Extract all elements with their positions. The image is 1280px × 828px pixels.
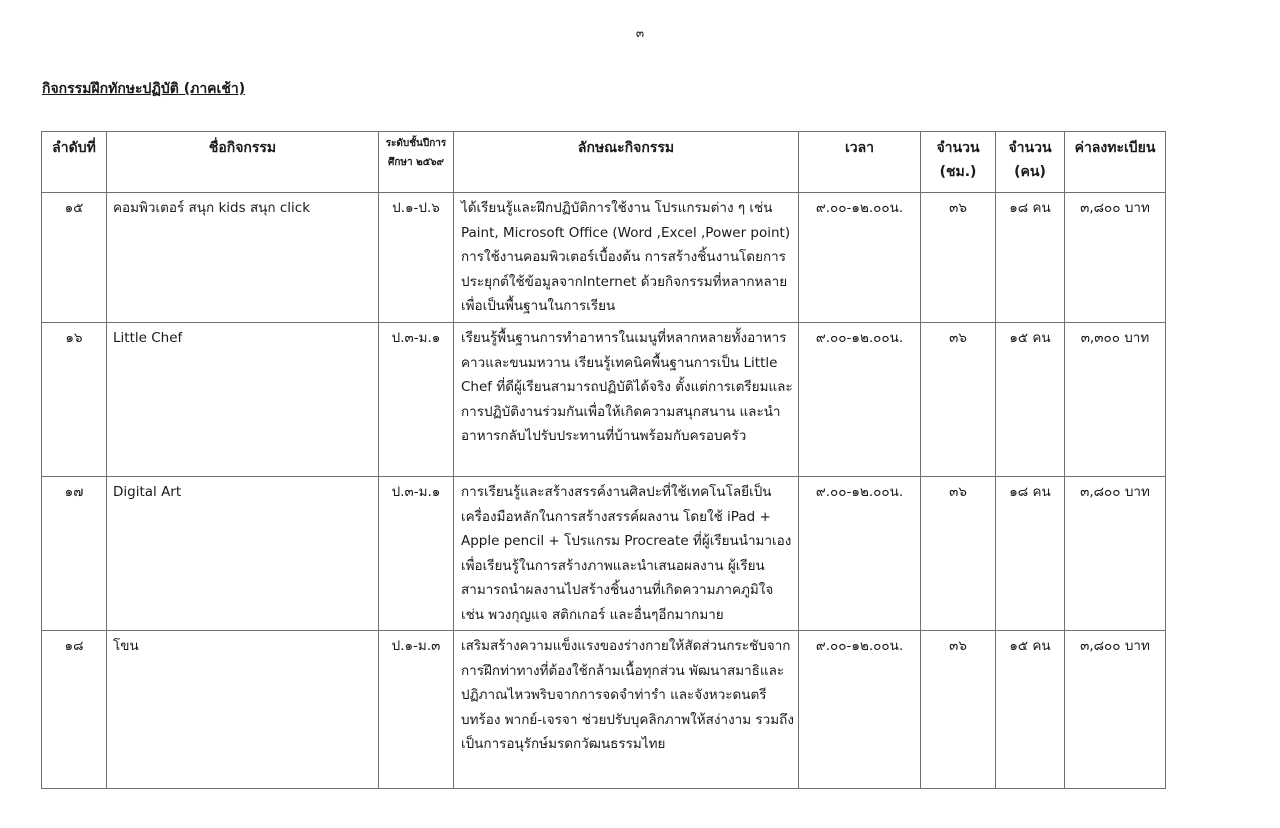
cell-hours: ๓๖ [921, 323, 996, 477]
section-title: กิจกรรมฝึกทักษะปฏิบัติ (ภาคเช้า) [42, 81, 246, 97]
cell-fee: ๓,๘๐๐ บาท [1065, 193, 1166, 323]
table-header-row [42, 132, 1166, 193]
cell-order: ๑๘ [42, 631, 107, 789]
table-row [42, 323, 1166, 477]
header-fee: ค่าลงทะเบียน [1065, 132, 1166, 193]
cell-fee: ๓,๓๐๐ บาท [1065, 323, 1166, 477]
cell-time: ๙.๐๐-๑๒.๐๐น. [799, 631, 921, 789]
cell-name: Digital Art [107, 477, 379, 631]
cell-order: ๑๕ [42, 193, 107, 323]
header-time: เวลา [799, 132, 921, 193]
cell-people: ๑๕ คน [996, 631, 1065, 789]
header-order: ลำดับที่ [42, 132, 107, 193]
cell-description: ได้เรียนรู้และฝึกปฏิบัติการใช้งาน โปรแกรมต่าง ๆ เช่น Paint, Microsoft Office (Word ,Excel ,Power point) การใช้งานคอมพิวเตอร์เบื้องต้น การสร้างชิ้นงานโดยการประยุกต์ใช้ข้อมูลจากInternet ด้วยกิจกรรมที่หลากหลายเพื่อเป็นพื้นฐานในการเรียน [454, 193, 799, 323]
header-people: จำนวน (คน) [996, 132, 1065, 193]
cell-hours: ๓๖ [921, 193, 996, 323]
table-row [42, 477, 1166, 631]
cell-name: คอมพิวเตอร์ สนุก kids สนุก click [107, 193, 379, 323]
cell-people: ๑๘ คน [996, 477, 1065, 631]
cell-level: ป.๑-ป.๖ [379, 193, 454, 323]
activities-table [41, 131, 1166, 789]
cell-description: เรียนรู้พื้นฐานการทำอาหารในเมนูที่หลากหลายทั้งอาหารคาวและขนมหวาน เรียนรู้เทคนิคพื้นฐานการเป็น Little Chef ที่ดีผู้เรียนสามารถปฏิบัติได้จริง ตั้งแต่การเตรียมและการปฏิบัติงานร่วมกันเพื่อให้เกิดความสนุกสนาน และนำอาหารกลับไปรับประทานที่บ้านพร้อมกับครอบครัว [454, 323, 799, 477]
cell-name: โขน [107, 631, 379, 789]
cell-level: ป.๓-ม.๑ [379, 323, 454, 477]
cell-order: ๑๖ [42, 323, 107, 477]
cell-hours: ๓๖ [921, 631, 996, 789]
cell-level: ป.๓-ม.๑ [379, 477, 454, 631]
cell-fee: ๓,๘๐๐ บาท [1065, 631, 1166, 789]
header-name: ชื่อกิจกรรม [107, 132, 379, 193]
page-number: ๓ [635, 26, 645, 40]
header-description: ลักษณะกิจกรรม [454, 132, 799, 193]
table-row [42, 193, 1166, 323]
cell-level: ป.๑-ม.๓ [379, 631, 454, 789]
cell-description: เสริมสร้างความแข็งแรงของร่างกายให้สัดส่วนกระชับจากการฝึกท่าทางที่ต้องใช้กล้ามเนื้อทุกส่วน พัฒนาสมาธิและปฏิภาณไหวพริบจากการจดจำท่ารำ และจังหวะดนตรี บทร้อง พากย์-เจรจา ช่วยปรับบุคลิกภาพให้สง่างาม รวมถึงเป็นการอนุรักษ์มรดกวัฒนธรรมไทย [454, 631, 799, 789]
cell-people: ๑๘ คน [996, 193, 1065, 323]
cell-description: การเรียนรู้และสร้างสรรค์งานศิลปะที่ใช้เทคโนโลยีเป็นเครื่องมือหลักในการสร้างสรรค์ผลงาน โดยใช้ iPad + Apple pencil + โปรแกรม Procreate ที่ผู้เรียนนำมาเอง เพื่อเรียนรู้ในการสร้างภาพและนำเสนอผลงาน ผู้เรียนสามารถนำผลงานไปสร้างชิ้นงานที่เกิดความภาคภูมิใจ เช่น พวงกุญแจ สติกเกอร์ และอื่นๆอีกมากมาย [454, 477, 799, 631]
cell-name: Little Chef [107, 323, 379, 477]
cell-fee: ๓,๘๐๐ บาท [1065, 477, 1166, 631]
cell-time: ๙.๐๐-๑๒.๐๐น. [799, 193, 921, 323]
cell-hours: ๓๖ [921, 477, 996, 631]
cell-people: ๑๕ คน [996, 323, 1065, 477]
header-level: ระดับชั้นปีการศึกษา ๒๕๖๙ [379, 132, 454, 193]
cell-order: ๑๗ [42, 477, 107, 631]
cell-time: ๙.๐๐-๑๒.๐๐น. [799, 477, 921, 631]
table-row [42, 631, 1166, 789]
header-hours: จำนวน (ชม.) [921, 132, 996, 193]
cell-time: ๙.๐๐-๑๒.๐๐น. [799, 323, 921, 477]
